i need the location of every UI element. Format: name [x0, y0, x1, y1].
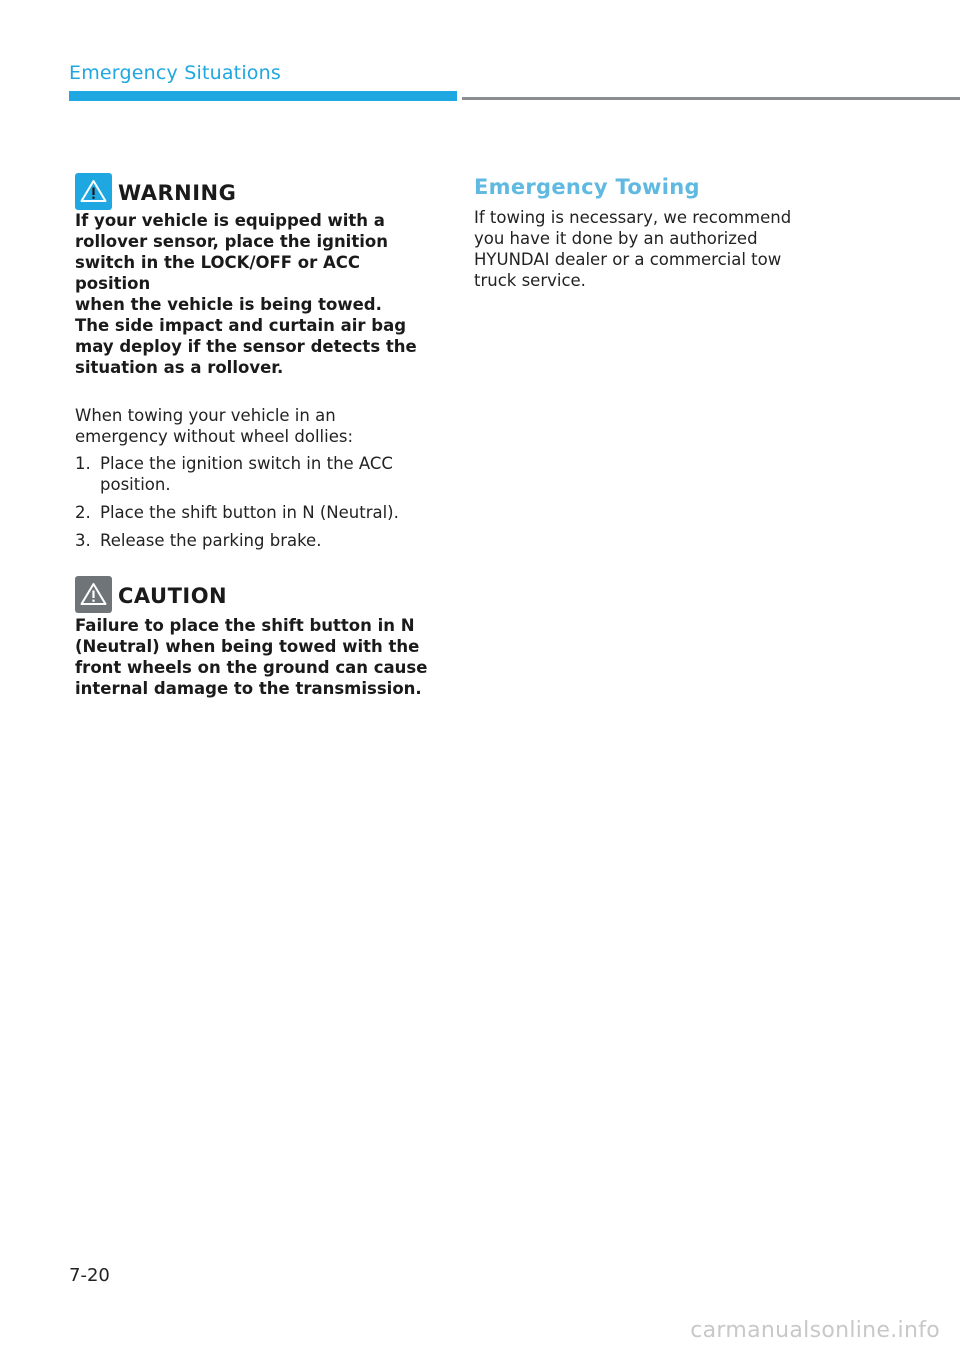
section-title: Emergency Situations [69, 62, 281, 84]
towing-steps-list [75, 453, 435, 551]
step-number: 3. [75, 531, 91, 550]
step-text-line: Place the shift button in N (Neutral). [100, 503, 399, 522]
warning-header [75, 172, 435, 210]
towing-intro-line: When towing your vehicle in an [75, 406, 336, 425]
emergency-towing-line: If towing is necessary, we recommend [474, 208, 792, 227]
list-item [75, 502, 435, 523]
step-text-line: Place the ignition switch in the ACC [100, 454, 393, 473]
right-column [474, 172, 824, 291]
emergency-towing-heading: Emergency Towing [474, 175, 700, 199]
warning-line: If your vehicle is equipped with a [75, 211, 385, 230]
warning-label: WARNING [118, 181, 237, 205]
caution-header [75, 575, 435, 613]
warning-notice [75, 172, 435, 378]
warning-line: The side impact and curtain air bag [75, 316, 407, 335]
step-number: 2. [75, 503, 91, 522]
caution-line: front wheels on the ground can cause [75, 658, 428, 677]
warning-line: situation as a rollover. [75, 358, 284, 377]
page-number: 7-20 [69, 1265, 110, 1286]
caution-label: CAUTION [118, 584, 228, 608]
caution-triangle-icon [75, 576, 112, 613]
list-item [75, 453, 435, 495]
step-text-line: Release the parking brake. [100, 531, 322, 550]
caution-notice [75, 575, 435, 699]
watermark: carmanualsonline.info [690, 1318, 940, 1343]
towing-intro-line: emergency without wheel dollies: [75, 427, 354, 446]
warning-triangle-icon [75, 173, 112, 210]
towing-intro [75, 405, 435, 447]
emergency-towing-body [474, 207, 824, 291]
warning-line: when the vehicle is being towed. [75, 295, 382, 314]
list-item [75, 530, 435, 551]
caution-line: (Neutral) when being towed with the [75, 637, 420, 656]
warning-body [75, 210, 435, 378]
header-divider-line [462, 97, 960, 100]
caution-body [75, 615, 435, 699]
step-text-line: position. [100, 475, 171, 494]
emergency-towing-line: truck service. [474, 271, 586, 290]
warning-line: may deploy if the sensor detects the [75, 337, 417, 356]
left-column [75, 172, 435, 699]
step-text [100, 453, 393, 495]
caution-line: internal damage to the transmission. [75, 679, 422, 698]
emergency-towing-line: HYUNDAI dealer or a commercial tow [474, 250, 782, 269]
caution-line: Failure to place the shift button in N [75, 616, 415, 635]
warning-line: switch in the LOCK/OFF or ACC position [75, 253, 360, 293]
step-number: 1. [75, 454, 91, 473]
header-accent-bar [69, 91, 457, 101]
warning-line: rollover sensor, place the ignition [75, 232, 388, 251]
emergency-towing-line: you have it done by an authorized [474, 229, 758, 248]
